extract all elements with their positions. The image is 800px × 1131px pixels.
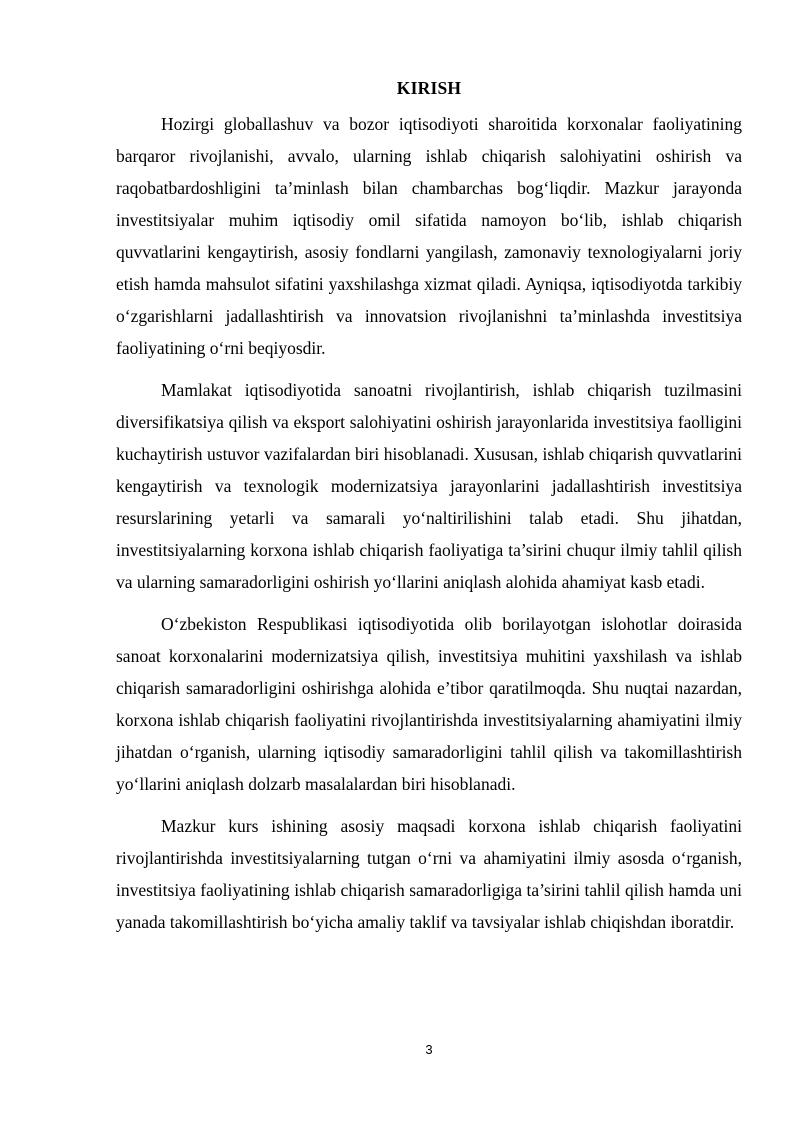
paragraph-4: Mazkur kurs ishining asosiy maqsadi korxona ishlab chiqarish faoliyatini rivojlantirishda investitsiyalarning tutgan o‘rni va ahamiyatini ilmiy asosda o‘rganish, investitsiya faoliyatining ishlab chiqarish samaradorligiga ta’sirini tahlil qilish hamda uni yanada takomillashtirish bo‘yicha amaliy taklif va tavsiyalar ishlab chiqishdan iboratdir. — [116, 816, 742, 932]
section-title: KIRISH — [396, 78, 462, 98]
body-text — [116, 108, 742, 948]
paragraph-2: Mamlakat iqtisodiyotida sanoatni rivojlantirish, ishlab chiqarish tuzilmasini diversifikatsiya qilish va eksport salohiyatini oshirish jarayonlarida investitsiya faolligini kuchaytirish ustuvor vazifalardan biri hisoblanadi. Xususan, ishlab chiqarish quvvatlarini kengaytirish va texnologik modernizatsiya jarayonlarini jadallashtirish investitsiya resurslarining yetarli va samarali yo‘naltirilishini talab etadi. Shu jihatdan, investitsiyalarning korxona ishlab chiqarish faoliyatiga ta’sirini chuqur ilmiy tahlil qilish va ularning samaradorligini oshirish yo‘llarini aniqlash alohida ahamiyat kasb etadi. — [116, 380, 742, 592]
paragraph-3: O‘zbekiston Respublikasi iqtisodiyotida olib borilayotgan islohotlar doirasida sanoat korxonalarini modernizatsiya qilish, investitsiya muhitini yaxshilash va ishlab chiqarish samaradorligini oshirishga alohida e’tibor qaratilmoqda. Shu nuqtai nazardan, korxona ishlab chiqarish faoliyatini rivojlantirishda investitsiyalarning ahamiyatini ilmiy jihatdan o‘rganish, ularning iqtisodiy samaradorligini tahlil qilish va takomillashtirish yo‘llarini aniqlash dolzarb masalalardan biri hisoblanadi. — [116, 614, 742, 794]
paragraph-1: Hozirgi globallashuv va bozor iqtisodiyoti sharoitida korxonalar faoliyatining barqaror rivojlanishi, avvalo, ularning ishlab chiqarish salohiyatini oshirish va raqobatbardoshligini ta’minlash bilan chambarchas bog‘liqdir. Mazkur jarayonda investitsiyalar muhim iqtisodiy omil sifatida namoyon bo‘lib, ishlab chiqarish quvvatlarini kengaytirish, asosiy fondlarni yangilash, zamonaviy texnologiyalarni joriy etish hamda mahsulot sifatini yaxshilashga xizmat qiladi. Ayniqsa, iqtisodiyotda tarkibiy o‘zgarishlarni jadallashtirish va innovatsion rivojlanishni ta’minlashda investitsiya faoliyatining o‘rni beqiyosdir. — [116, 114, 742, 358]
page-number: 3 — [425, 1042, 433, 1057]
